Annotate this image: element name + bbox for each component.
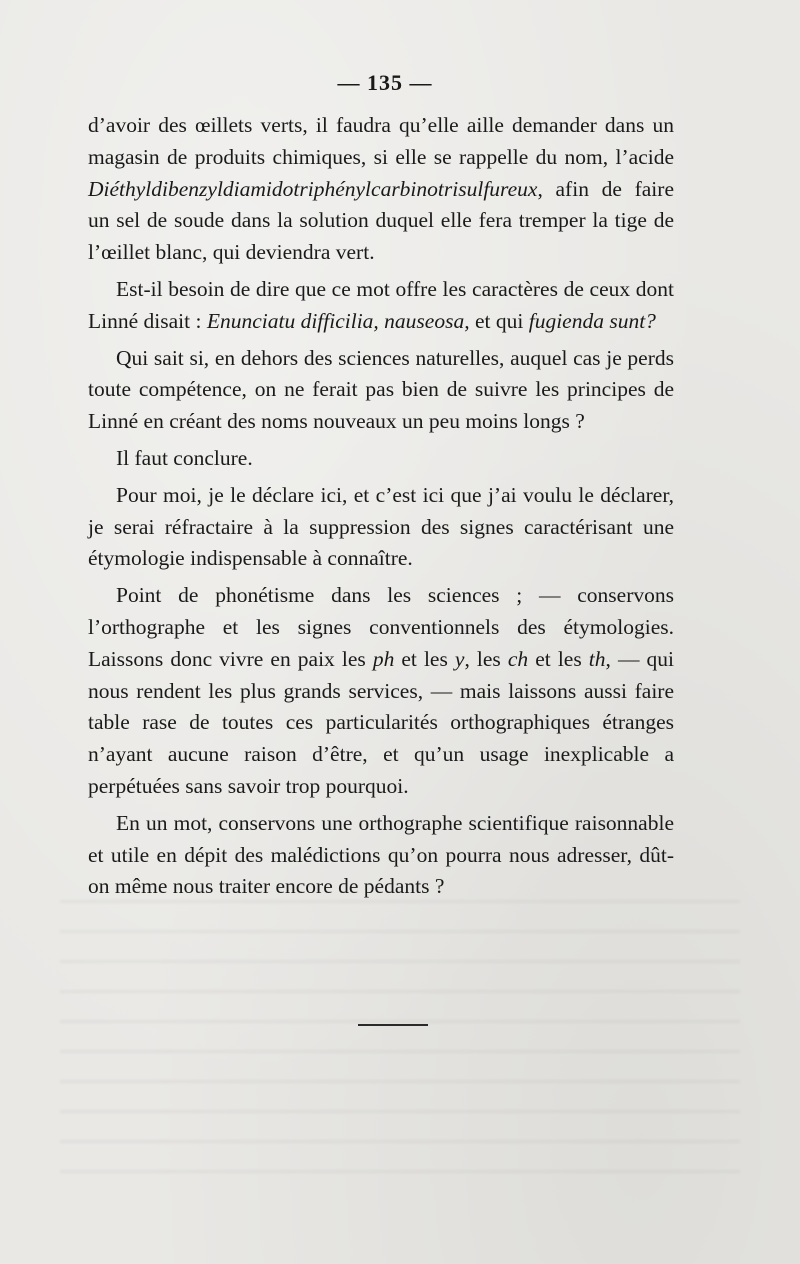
text-run: d’avoir des œillets verts, il faudra qu’elle aille demander dans un magasin de produits chimiques, si elle se rappelle du nom, l’acide bbox=[88, 113, 674, 169]
italic-run: ch bbox=[507, 646, 529, 671]
italic-run: ph bbox=[372, 646, 395, 671]
italic-run: y bbox=[454, 646, 465, 671]
paragraph bbox=[88, 808, 674, 903]
italic-run: Diéthyldibenzyldiamidotriphénylcarbinotrisulfureux bbox=[88, 176, 538, 201]
text-run: , — qui nous rendent les plus grands services, — mais laissons aussi faire table rase de toutes ces particularités orthographiques étranges n’ayant aucune raison d’être, et qu’un usage inexplicable a perpétuées sans savoir trop pourquoi. bbox=[88, 646, 674, 798]
text-run: Qui sait si, en dehors des sciences naturelles, auquel cas je perds toute compétence, on ne ferait pas bien de suivre les principes de Linné en créant des noms nouveaux un peu moins longs ? bbox=[88, 345, 674, 434]
text-run: et qui bbox=[469, 308, 529, 333]
paragraph bbox=[88, 343, 674, 438]
page-number: — 135 — bbox=[337, 70, 433, 95]
text-run: En un mot, conservons une orthographe scientifique raisonnable et utile en dépit des malédictions qu’on pourra nous adresser, dût-on même nous traiter encore de pédants ? bbox=[88, 810, 674, 899]
text-run: , les bbox=[464, 646, 508, 671]
italic-run: fugienda sunt? bbox=[528, 308, 656, 333]
italic-run: th bbox=[588, 646, 606, 671]
paragraph bbox=[88, 480, 674, 575]
text-run: , afin de faire un sel de soude dans la solution duquel elle fera tremper la tige de l’œillet blanc, qui deviendra vert. bbox=[88, 176, 674, 265]
text-run: Point de phonétisme dans les sciences ; — conservons l’orthographe et les signes conventionnels des étymologies. Laissons donc vivre en paix les bbox=[88, 583, 674, 671]
section-end-rule bbox=[358, 1024, 428, 1026]
body-text bbox=[88, 110, 674, 903]
paragraph bbox=[88, 580, 674, 803]
text-run: Pour moi, je le déclare ici, et c’est ici que j’ai voulu le déclarer, je serai réfractaire à la suppression des signes caractérisant une étymologie indispensable à connaître. bbox=[88, 482, 674, 571]
paragraph bbox=[88, 443, 674, 475]
italic-run: Enunciatu difficilia, nauseosa, bbox=[206, 308, 470, 333]
paragraph bbox=[88, 274, 674, 338]
text-run: et les bbox=[394, 646, 455, 671]
text-run: et les bbox=[528, 646, 589, 671]
text-run: Est-il besoin de dire que ce mot offre les caractères de ceux dont Linné disait : bbox=[88, 276, 674, 333]
paragraph bbox=[88, 110, 674, 269]
show-through-texture bbox=[60, 900, 740, 1200]
text-run: Il faut conclure. bbox=[116, 445, 253, 470]
